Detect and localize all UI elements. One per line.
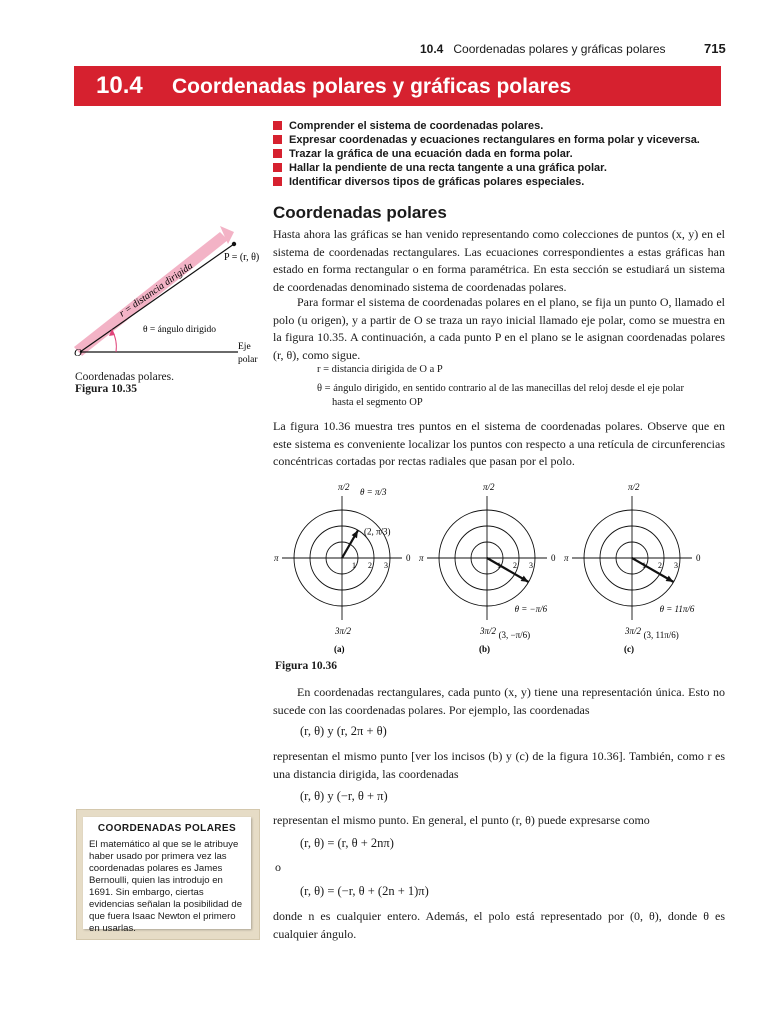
subheading: Coordenadas polares — [273, 203, 447, 222]
angle-label: θ = ángulo dirigido — [143, 325, 216, 335]
point-label: P = (r, θ) — [224, 252, 260, 263]
axis-label-top: π/2 — [338, 482, 350, 492]
tick-label: 2 — [368, 561, 372, 570]
point-label: (2, π/3) — [364, 526, 391, 537]
figure-10-36 — [270, 472, 722, 662]
tick-label: 2 — [513, 561, 517, 570]
paragraph-6: representan el mismo punto. En general, el punto (r, θ) puede expresarse como — [273, 813, 650, 827]
bullet-square-icon — [273, 163, 282, 172]
running-head-title: Coordenadas polares y gráficas polares — [453, 42, 666, 56]
figure-10-35-caption: Coordenadas polares. Figura 10.35 — [75, 371, 174, 395]
panel-letter: (c) — [624, 644, 634, 654]
axis-label-right: 0 — [696, 553, 701, 563]
running-head-section: 10.4 — [420, 42, 444, 56]
axis-label-left: π — [419, 553, 424, 563]
equation-4: (r, θ) = (−r, θ + (2n + 1)π) — [300, 884, 429, 898]
sidebar-text: El matemático al que se le atribuye haber usado por primera vez las coordenadas polares es James Bernoulli, quien las introdujo en 1691. Sin embargo, ciertas evidencias señalan la posibilidad de que fuera Isaac Newton el primero en usarlas. — [89, 839, 243, 934]
figure-10-35 — [70, 222, 270, 372]
section-title: Coordenadas polares y gráficas polares — [172, 75, 572, 98]
tick-label: 3 — [674, 561, 678, 570]
objective-item: Identificar diversos tipos de gráficas polares especiales. — [273, 175, 700, 189]
panel-letter: (a) — [334, 644, 345, 654]
bullet-square-icon — [273, 121, 282, 130]
origin-label: O — [74, 347, 82, 359]
section-number: 10.4 — [96, 72, 143, 99]
point-label: (3, −π/6) — [498, 630, 531, 640]
sidebar-title: COORDENADAS POLARES — [97, 823, 237, 834]
theta-label: θ = −π/6 — [514, 604, 548, 614]
objectives-list — [273, 119, 700, 189]
axis-label-bottom: 3π/2 — [625, 626, 642, 636]
tick-label: 2 — [658, 561, 662, 570]
sidebar-card — [83, 817, 251, 934]
axis-label-right: 0 — [406, 553, 411, 563]
axis-label-top: π/2 — [483, 482, 495, 492]
tick-label: 3 — [384, 561, 388, 570]
ray-label: r = distancia dirigida — [117, 260, 196, 320]
objective-item: Hallar la pendiente de una recta tangente a una gráfica polar. — [273, 161, 700, 175]
axis-label-left: π — [564, 553, 569, 563]
section-title-bar — [74, 66, 721, 106]
theta-label: θ = 11π/6 — [659, 604, 695, 614]
ray-op — [80, 244, 234, 352]
objective-item: Trazar la gráfica de una ecuación dada en forma polar. — [273, 147, 700, 161]
bullet-square-icon — [273, 177, 282, 186]
theta-label: θ = π/3 — [360, 487, 387, 497]
panel-letter: (b) — [479, 644, 490, 654]
paragraph-5: representan el mismo punto [ver los incisos (b) y (c) de la figura 10.36]. También, como r es una distancia dirigida, las coordenadas — [273, 749, 725, 781]
paragraph-2: Para formar el sistema de coordenadas polares en el plano, se fija un punto O, llamado el polo (u origen), y a partir de O se traza un rayo inicial llamado eje polar, como se muestra en la figura 10.35. A continuación, a cada punto P en el plano se le asignan coordenadas polares (r, θ), como sigue. — [273, 295, 725, 362]
definition-r: r = distancia dirigida de O a P — [317, 364, 443, 375]
axis-label-top: π/2 — [628, 482, 640, 492]
equation-3: (r, θ) = (r, θ + 2nπ) — [300, 836, 394, 850]
axis-label-line-2: polar — [238, 355, 258, 365]
equation-1: (r, θ) y (r, 2π + θ) — [300, 724, 387, 738]
bullet-square-icon — [273, 149, 282, 158]
point-p — [232, 242, 236, 246]
axis-label-bottom: 3π/2 — [335, 626, 352, 636]
point-label: (3, 11π/6) — [643, 630, 679, 640]
bullet-square-icon — [273, 135, 282, 144]
paragraph-4: En coordenadas rectangulares, cada punto (x, y) tiene una representación única. Esto no sucede con las coordenadas polares. Por ejemplo, las coordenadas — [273, 685, 725, 717]
page-number: 715 — [704, 41, 726, 56]
axis-label-right: 0 — [551, 553, 556, 563]
axis-label-line-1: Eje — [238, 342, 251, 352]
equation-2: (r, θ) y (−r, θ + π) — [300, 789, 388, 803]
objective-item: Expresar coordenadas y ecuaciones rectangulares en forma polar y viceversa. — [273, 133, 700, 147]
paragraph-7: donde n es cualquier entero. Además, el polo está representado por (0, θ), donde θ es cualquier ángulo. — [273, 909, 725, 941]
running-head — [420, 42, 666, 56]
definition-theta-line-2: hasta el segmento OP — [332, 397, 423, 408]
axis-label-bottom: 3π/2 — [480, 626, 497, 636]
figure-10-36-caption: Figura 10.36 — [275, 660, 337, 672]
conjunction-or: o — [275, 860, 281, 874]
axis-label-left: π — [274, 553, 279, 563]
paragraph-1: Hasta ahora las gráficas se han venido representando como colecciones de puntos (x, y) en el sistema de coordenadas rectangulares. Las ecuaciones correspondientes a estas gráficas han estado en forma rectangular o en forma paramétrica. En esta sección se estudiará un sistema de coordenadas denominado sistema de coordenadas polares. — [273, 227, 725, 294]
tick-label: 1 — [352, 561, 356, 570]
historical-note-sidebar — [76, 809, 260, 940]
definition-theta-line-1: θ = ángulo dirigido, en sentido contrario al de las manecillas del reloj desde el eje polar — [317, 383, 684, 394]
paragraph-3: La figura 10.36 muestra tres puntos en el sistema de coordenadas polares. Observe que en este sistema es conveniente localizar los puntos con respecto a una retícula de circunferencias concéntricas cortadas por rectas radiales que pasan por el polo. — [273, 419, 725, 468]
tick-label: 3 — [529, 561, 533, 570]
objective-item: Comprender el sistema de coordenadas polares. — [273, 119, 700, 133]
